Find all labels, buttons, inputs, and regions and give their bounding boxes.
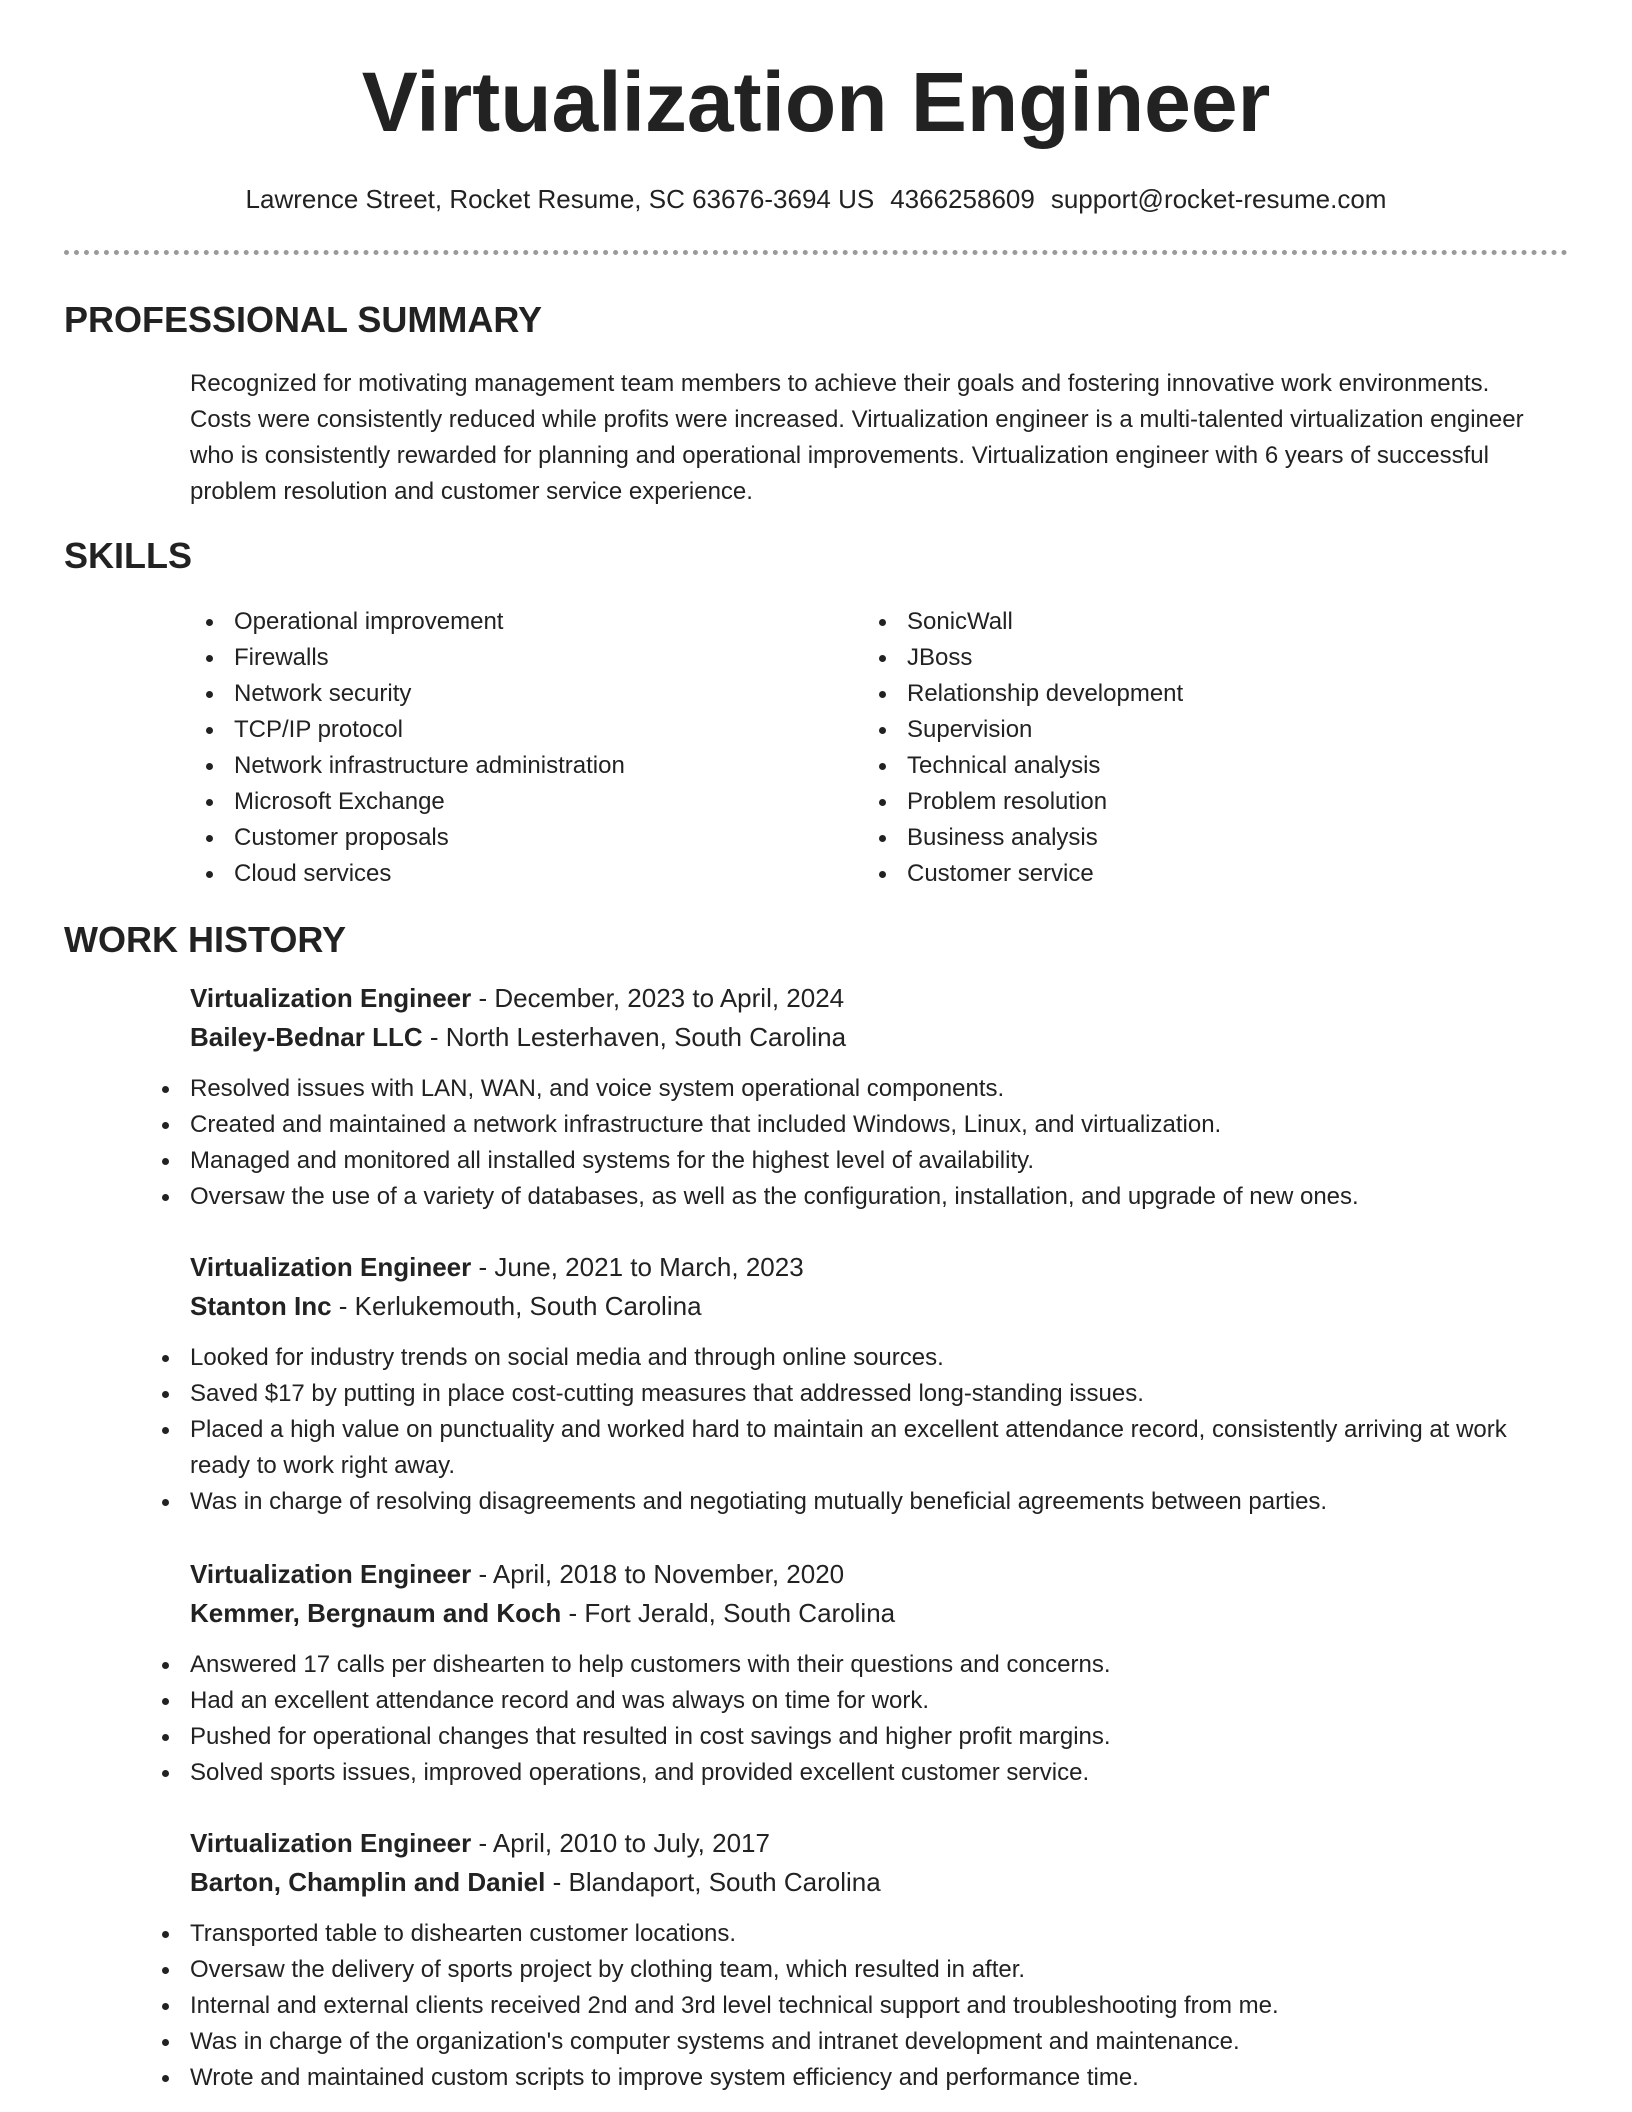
job-entry: [190, 979, 1570, 1215]
skill-item: TCP/IP protocol: [190, 712, 830, 748]
job-bullet: Oversaw the delivery of sports project by clothing team, which resulted in after.: [146, 1952, 1546, 1988]
skill-item: Problem resolution: [863, 784, 1503, 820]
skill-item: Operational improvement: [190, 604, 830, 640]
skill-item: Customer service: [863, 856, 1503, 892]
job-bullet: Looked for industry trends on social media and through online sources.: [146, 1340, 1546, 1376]
job-company-line: [190, 1287, 1570, 1326]
skills-list-right: [863, 604, 1503, 892]
job-company: Kemmer, Bergnaum and Koch: [190, 1598, 562, 1628]
job-bullet: Resolved issues with LAN, WAN, and voice system operational components.: [146, 1071, 1546, 1107]
job-bullet: Saved $17 by putting in place cost-cutting measures that addressed long-standing issues.: [146, 1376, 1546, 1412]
job-bullet: Placed a high value on punctuality and worked hard to maintain an excellent attendance record, consistently arriving at work ready to work right away.: [146, 1412, 1520, 1484]
skill-item: Relationship development: [863, 676, 1503, 712]
job-company-line: [190, 1594, 1570, 1633]
job-bullet: Solved sports issues, improved operations, and provided excellent customer service.: [146, 1755, 1546, 1791]
skill-item: JBoss: [863, 640, 1503, 676]
job-bullets: [146, 1647, 1546, 1791]
job-title: Virtualization Engineer: [190, 1828, 472, 1858]
job-entry: [190, 1248, 1570, 1520]
skill-item: Firewalls: [190, 640, 830, 676]
summary-heading: PROFESSIONAL SUMMARY: [64, 299, 543, 340]
job-bullet: Managed and monitored all installed systems for the highest level of availability.: [146, 1143, 1546, 1179]
skill-item: Microsoft Exchange: [190, 784, 830, 820]
job-title: Virtualization Engineer: [190, 1559, 472, 1589]
skills-list-left: [190, 604, 830, 892]
job-title-line: [190, 1555, 1570, 1594]
skill-item: Network infrastructure administration: [190, 748, 830, 784]
job-bullet: Internal and external clients received 2nd and 3rd level technical support and troubleshooting from me.: [146, 1988, 1546, 2024]
skills-heading: SKILLS: [64, 535, 193, 576]
job-title-line: [190, 1824, 1570, 1863]
job-company-line: [190, 1863, 1570, 1902]
job-bullet: Transported table to dishearten customer locations.: [146, 1916, 1546, 1952]
skill-item: Network security: [190, 676, 830, 712]
contact-phone: 4366258609: [890, 184, 1035, 214]
job-location: - North Lesterhaven, South Carolina: [422, 1022, 847, 1052]
job-location: - Blandaport, South Carolina: [545, 1867, 881, 1897]
contact-email[interactable]: support@rocket-resume.com: [1050, 184, 1387, 214]
job-location: - Kerlukemouth, South Carolina: [331, 1291, 702, 1321]
resume-title: Virtualization Engineer: [361, 55, 1271, 149]
job-location: - Fort Jerald, South Carolina: [561, 1598, 896, 1628]
job-bullet: Pushed for operational changes that resulted in cost savings and higher profit margins.: [146, 1719, 1546, 1755]
job-bullet: Wrote and maintained custom scripts to improve system efficiency and performance time.: [146, 2060, 1546, 2096]
job-company-line: [190, 1018, 1570, 1057]
job-bullet: Answered 17 calls per dishearten to help customers with their questions and concerns.: [146, 1647, 1546, 1683]
job-bullets: [146, 1916, 1546, 2096]
skill-item: Business analysis: [863, 820, 1503, 856]
job-entry: [190, 1555, 1570, 1791]
job-company: Barton, Champlin and Daniel: [190, 1867, 546, 1897]
job-bullets: [146, 1340, 1546, 1520]
skill-item: Customer proposals: [190, 820, 830, 856]
job-bullet: Was in charge of resolving disagreements and negotiating mutually beneficial agreements between parties.: [146, 1484, 1546, 1520]
job-bullet: Had an excellent attendance record and was always on time for work.: [146, 1683, 1546, 1719]
job-company: Bailey-Bednar LLC: [190, 1022, 423, 1052]
skill-item: Cloud services: [190, 856, 830, 892]
job-title-line: [190, 979, 1570, 1018]
job-bullet: Created and maintained a network infrastructure that included Windows, Linux, and virtualization.: [146, 1107, 1546, 1143]
header-divider: [64, 250, 1568, 255]
summary-text: Recognized for motivating management team members to achieve their goals and fostering innovative work environments. Costs were consistently reduced while profits were increased. Virtualization engineer is a multi-talented virtualization engineer who is consistently rewarded for planning and operational improvements. Virtualization engineer with 6 years of successful problem resolution and customer service experience.: [190, 370, 1524, 505]
job-dates: - June, 2021 to March, 2023: [471, 1252, 804, 1282]
work-heading: WORK HISTORY: [64, 919, 347, 960]
job-bullet: Was in charge of the organization's computer systems and intranet development and maintenance.: [146, 2024, 1546, 2060]
job-bullets: [146, 1071, 1546, 1215]
job-entry: [190, 1824, 1570, 2096]
job-title-line: [190, 1248, 1570, 1287]
job-bullet: Oversaw the use of a variety of databases, as well as the configuration, installation, and upgrade of new ones.: [146, 1179, 1546, 1215]
contact-address: Lawrence Street, Rocket Resume, SC 63676-3694 US: [245, 184, 875, 214]
skill-item: Supervision: [863, 712, 1503, 748]
job-dates: - April, 2010 to July, 2017: [471, 1828, 770, 1858]
skill-item: Technical analysis: [863, 748, 1503, 784]
job-title: Virtualization Engineer: [190, 1252, 472, 1282]
skill-item: SonicWall: [863, 604, 1503, 640]
job-dates: - December, 2023 to April, 2024: [471, 983, 845, 1013]
job-title: Virtualization Engineer: [190, 983, 472, 1013]
job-company: Stanton Inc: [190, 1291, 332, 1321]
contact-line: [0, 182, 1632, 216]
job-dates: - April, 2018 to November, 2020: [471, 1559, 845, 1589]
